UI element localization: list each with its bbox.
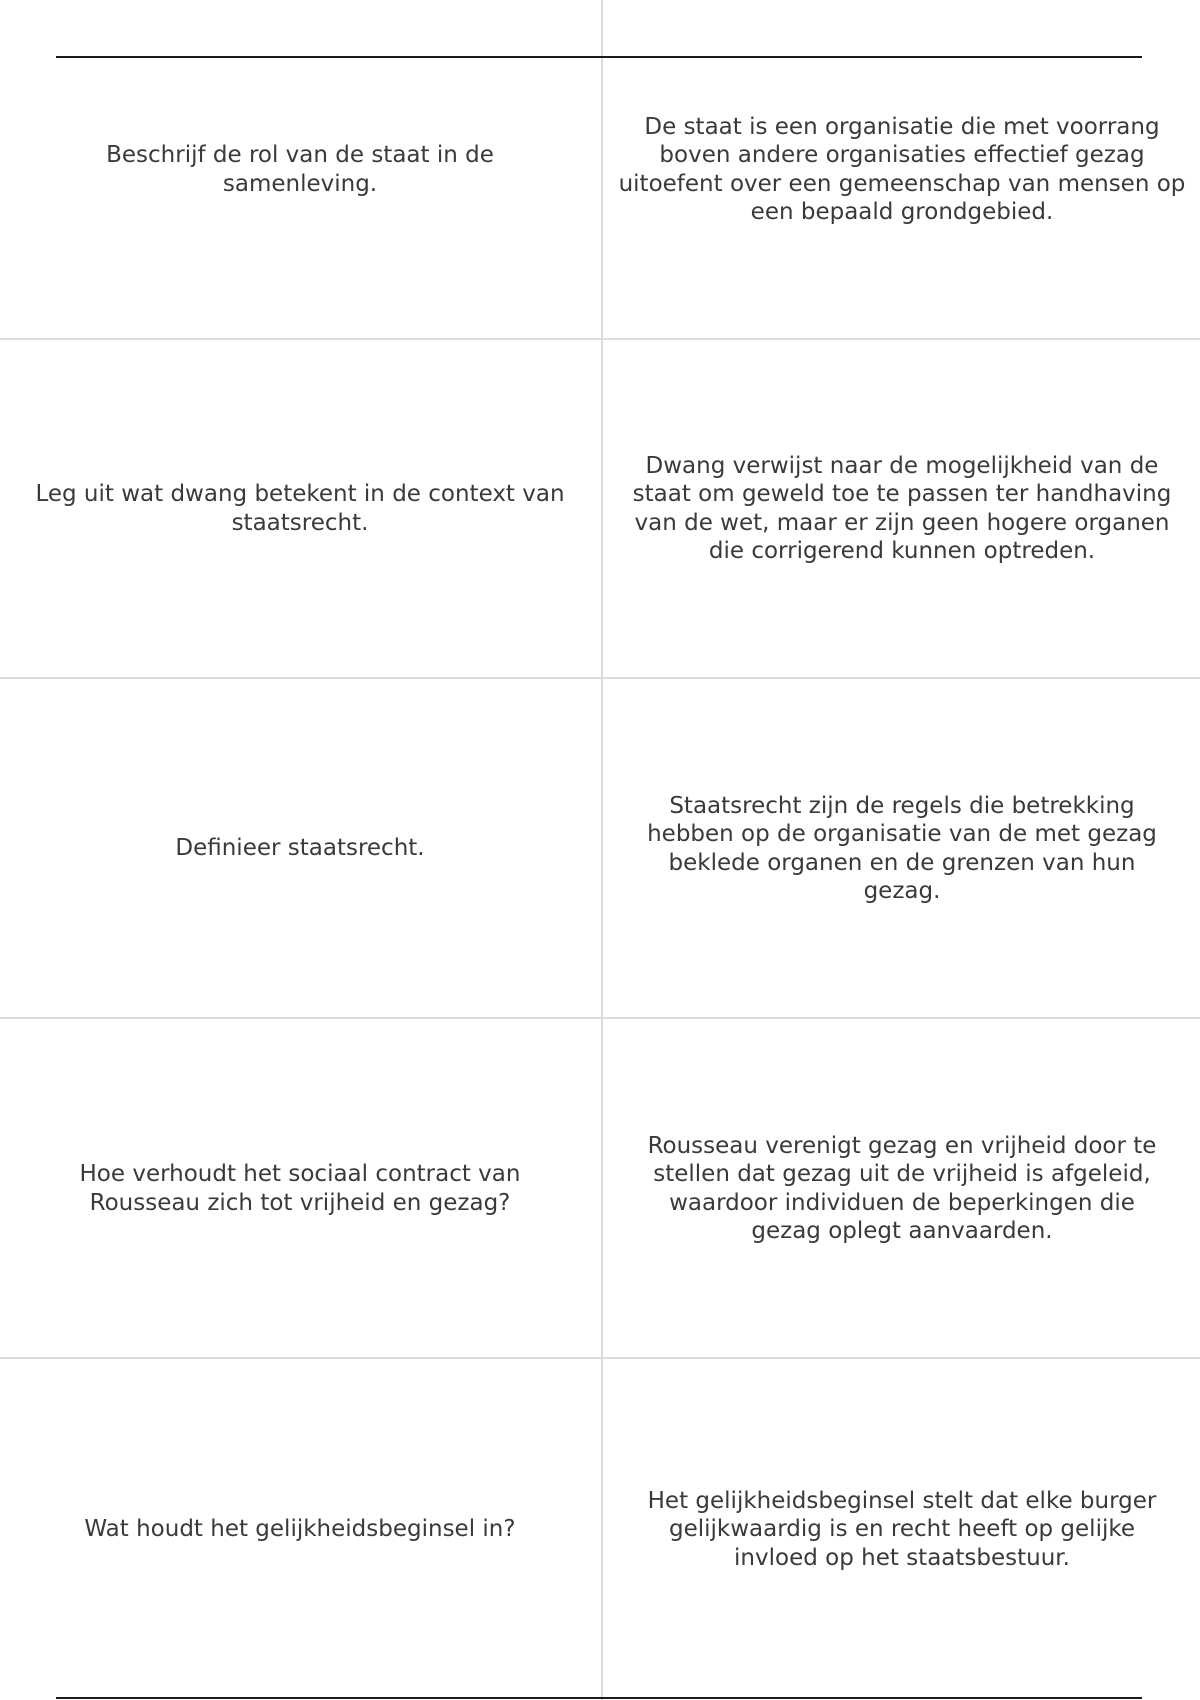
answer-text: Rousseau verenigt gezag en vrijheid door te stellen dat gezag uit de vrijheid is afgeleid, waardoor individuen de beperkingen die gezag oplegt aanvaarden. — [647, 1132, 1157, 1244]
flashcard-question — [0, 1020, 600, 1357]
question-text: Definieer staatsrecht. — [175, 835, 425, 862]
flashcard-row-2 — [0, 340, 1200, 679]
flashcard-answer — [602, 1, 1200, 338]
flashcard-row-5 — [0, 1360, 1200, 1699]
flashcard-answer — [602, 1020, 1200, 1357]
bottom-cut-line — [56, 1697, 1142, 1699]
question-text: Wat houdt het gelijkheidsbeginsel in? — [84, 1516, 516, 1543]
answer-text: Het gelijkheidsbeginsel stelt dat elke burger gelijkwaardig is en recht heeft op gelijke invloed op het staatsbestuur. — [647, 1487, 1157, 1571]
flashcard-answer — [602, 1360, 1200, 1699]
flashcard-row-1 — [0, 1, 1200, 340]
flashcard-question — [0, 680, 600, 1017]
flashcard-answer — [602, 340, 1200, 677]
question-text: Beschrijf de rol van de staat in de samenleving. — [106, 142, 494, 197]
flashcard-answer — [602, 680, 1200, 1017]
flashcard-row-4 — [0, 1020, 1200, 1359]
question-text: Hoe verhoudt het sociaal contract van Rousseau zich tot vrijheid en gezag? — [79, 1161, 521, 1216]
flashcard-question — [0, 1, 600, 338]
answer-text: De staat is een organisatie die met voorrang boven andere organisaties effectief gezag uitoefent over een gemeenschap van mensen op een bepaald grondgebied. — [618, 113, 1186, 225]
flashcard-question — [0, 340, 600, 677]
answer-text: Dwang verwijst naar de mogelijkheid van de staat om geweld toe te passen ter handhaving van de wet, maar er zijn geen hogere organen die corrigerend kunnen optreden. — [632, 452, 1172, 564]
question-text: Leg uit wat dwang betekent in de context van staatsrecht. — [35, 481, 565, 536]
flashcard-row-3 — [0, 680, 1200, 1019]
answer-text: Staatsrecht zijn de regels die betrekking hebben op de organisatie van de met gezag beklede organen en de grenzen van hun gezag. — [647, 792, 1157, 904]
flashcard-question — [0, 1360, 600, 1699]
